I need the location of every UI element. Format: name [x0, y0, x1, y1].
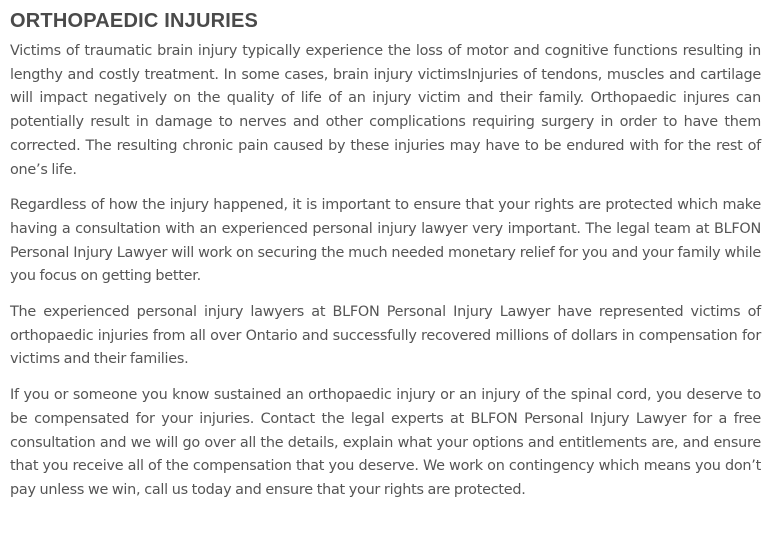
paragraph: Regardless of how the injury happened, it is important to ensure that your rights are protected which make having a consultation with an experienced personal injury lawyer very important. The legal team at BLFON Personal Injury Lawyer will work on securing the much needed monetary relief for you and your family while you focus on getting better. [10, 197, 761, 285]
page-title: ORTHOPAEDIC INJURIES [10, 10, 259, 32]
article [10, 6, 761, 515]
paragraph: The experienced personal injury lawyers at BLFON Personal Injury Lawyer have represented victims of orthopaedic injuries from all over Ontario and successfully recovered millions of dollars in compensation for victims and their families. [10, 304, 761, 368]
paragraph: If you or someone you know sustained an orthopaedic injury or an injury of the spinal cord, you deserve to be compensated for your injuries. Contact the legal experts at BLFON Personal Injury Lawyer for a free consultation and we will go over all the details, explain what your options and entitlements are, and ensure that you receive all of the compensation that you deserve. We work on contingency which means you don’t pay unless we win, call us today and ensure that your rights are protected. [10, 387, 761, 498]
paragraph: Victims of traumatic brain injury typically experience the loss of motor and cognitive functions resulting in lengthy and costly treatment. In some cases, brain injury victimsInjuries of tendons, muscles and cartilage will impact negatively on the quality of life of an injury victim and their family. Orthopaedic injures can potentially result in damage to nerves and other complications requiring surgery in order to have them corrected. The resulting chronic pain caused by these injuries may have to be endured with for the rest of one’s life. [10, 43, 761, 178]
